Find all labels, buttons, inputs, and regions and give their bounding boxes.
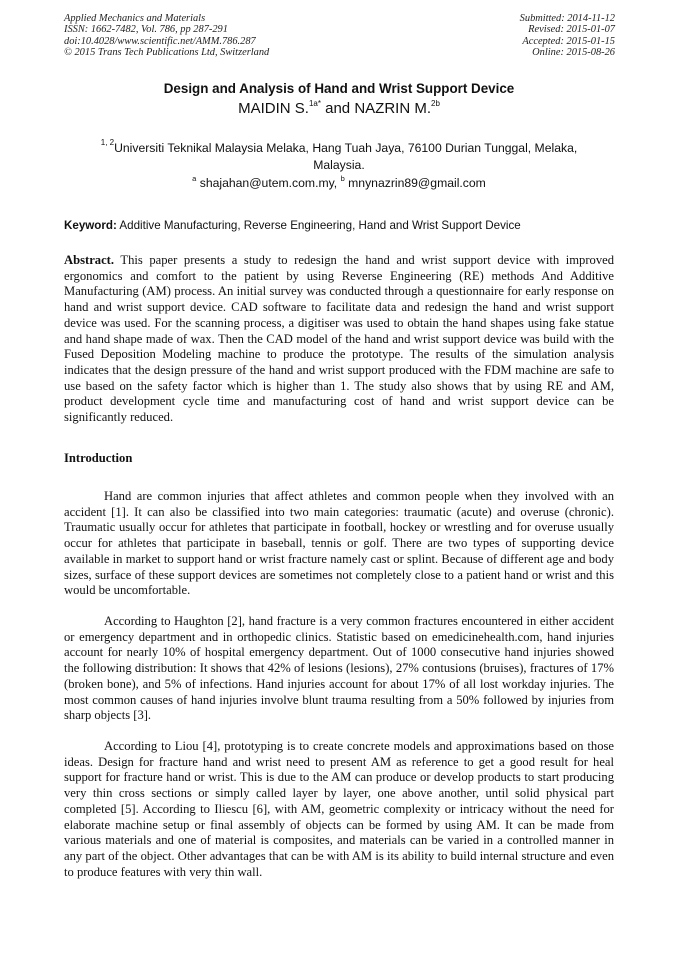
intro-paragraph-2	[64, 614, 614, 724]
affiliation-marker: 1, 2	[100, 138, 115, 147]
intro-paragraph-1	[64, 489, 614, 599]
abstract-label: Abstract.	[64, 253, 115, 267]
email-2: mnynazrin89@gmail.com	[348, 176, 486, 190]
revised-date: Revised: 2015-01-07	[528, 24, 615, 36]
journal-info	[64, 13, 269, 59]
author-1-affil: 1a*	[308, 99, 321, 108]
keywords-text: Additive Manufacturing, Reverse Engineering, Hand and Wrist Support Device	[119, 219, 521, 232]
submitted-date: Submitted: 2014-11-12	[519, 13, 615, 24]
author-2-affil: 2b	[431, 99, 440, 108]
email-2-marker: b	[340, 174, 345, 183]
keywords	[64, 219, 624, 232]
issn-line: ISSN: 1662-7482, Vol. 786, pp 287-291	[64, 24, 228, 36]
keywords-label: Keyword:	[64, 219, 117, 232]
accepted-date: Accepted: 2015-01-15	[522, 35, 615, 47]
paper-title: Design and Analysis of Hand and Wrist Support Device	[163, 81, 515, 96]
intro-paragraph-1-text: Hand are common injuries that affect athletes and common people when they involved with an accident [1]. It can also be classified into two main categories: traumatic (acute) and overuse (chronic). Traumatic usually occur for athletes that participate in football, hockey or wrestling and for overuse usually occur for athletes that participate in baseball, tennis or golf. There are two types of supporting device available in market to support hand or wrist fracture namely cast or splint. Because of different age and body sizes, surface of these support devices are sometimes not completely close to a patient hand or wrist and this would be uncomfortable.	[64, 489, 614, 598]
section-heading-introduction: Introduction	[64, 451, 133, 465]
abstract	[64, 253, 614, 426]
doi-line: doi:10.4028/www.scientific.net/AMM.786.287	[64, 35, 256, 47]
dates-info	[520, 13, 615, 59]
online-date: Online: 2015-08-26	[532, 47, 615, 59]
abstract-text: This paper presents a study to redesign the hand and wrist support device with improved ergonomics and comfort to the patient by using Reverse Engineering (RE) methods And Additive Manufacturing (AM) process. An initial survey was conducted through a questionnaire for early response on hand and wrist support device. CAD software to facilitate data and redesign the hand and wrist support device was used. For the scanning process, a digitiser was used to obtain the hand shapes using fake statue and hand shape made of wax. Then the CAD model of the hand and wrist support device was build with the Fused Deposition Modeling machine to produce the prototype. The results of the simulation analysis indicates that the design pressure of the hand and wrist support produced with the FDM machine are safe to use based on the safety factor which is higher than 1. The study also shows that by using RE and AM, product development cycle time and manufacturing cost of hand and wrist support device can be significantly reduced.	[64, 253, 615, 425]
journal-name: Applied Mechanics and Materials	[64, 13, 206, 24]
author-and: and	[320, 100, 355, 117]
copyright-line: © 2015 Trans Tech Publications Ltd, Switzerland	[64, 47, 270, 59]
email-1: shajahan@utem.com.my,	[199, 176, 338, 190]
email-1-marker: a	[192, 174, 197, 183]
affiliation-text: Universiti Teknikal Malaysia Melaka, Hang Tuah Jaya, 76100 Durian Tunggal, Melaka, Malaysia.	[114, 141, 578, 172]
intro-paragraph-2-text: According to Haughton [2], hand fracture is a very common fractures encountered in either accident or emergency department and in orthopedic clinics. Statistic based on emedicinehealth.com, hand injuries account for nearly 10% of hospital emergency department. Out of 1000 consecutive hand injuries showed the following distribution: It shows that 42% of lesions (lesions), 27% contusions (bruises), fractures of 17% (broken bone), and 5% of infections. Hand injuries account for about 17% of all lost workday injuries. The most common causes of hand injuries involve blunt trauma resulting from a 50% followed by injuries from sharp objects [3].	[64, 614, 614, 723]
intro-paragraph-3-text: According to Liou [4], prototyping is to create concrete models and approximations based on those ideas. Design for fracture hand and wrist need to present AM as reference to get a good result for heal support for fracture hand or wrist. This is due to the AM can produce or develop products to start producing very thin cross sections or simply called layer by layer, one above another, until solid physical part completed [5]. According to Iliescu [6], with AM, geometric complexity or intricacy without the need for elaborate machine setup or final assembly of objects can be formed by using AM. It can be made from various materials and one of material is composites, and materials can be varied in a controlled manner in any part of the object. Other advantages that can be with AM is its ability to build internal structure and even to produce features with very thin wall.	[64, 739, 614, 879]
author-2: NAZRIN M.	[354, 100, 431, 117]
email-line	[0, 176, 678, 190]
affiliation	[85, 140, 593, 174]
intro-paragraph-3	[64, 739, 614, 880]
author-line	[0, 100, 678, 117]
author-1: MAIDIN S.	[238, 100, 309, 117]
